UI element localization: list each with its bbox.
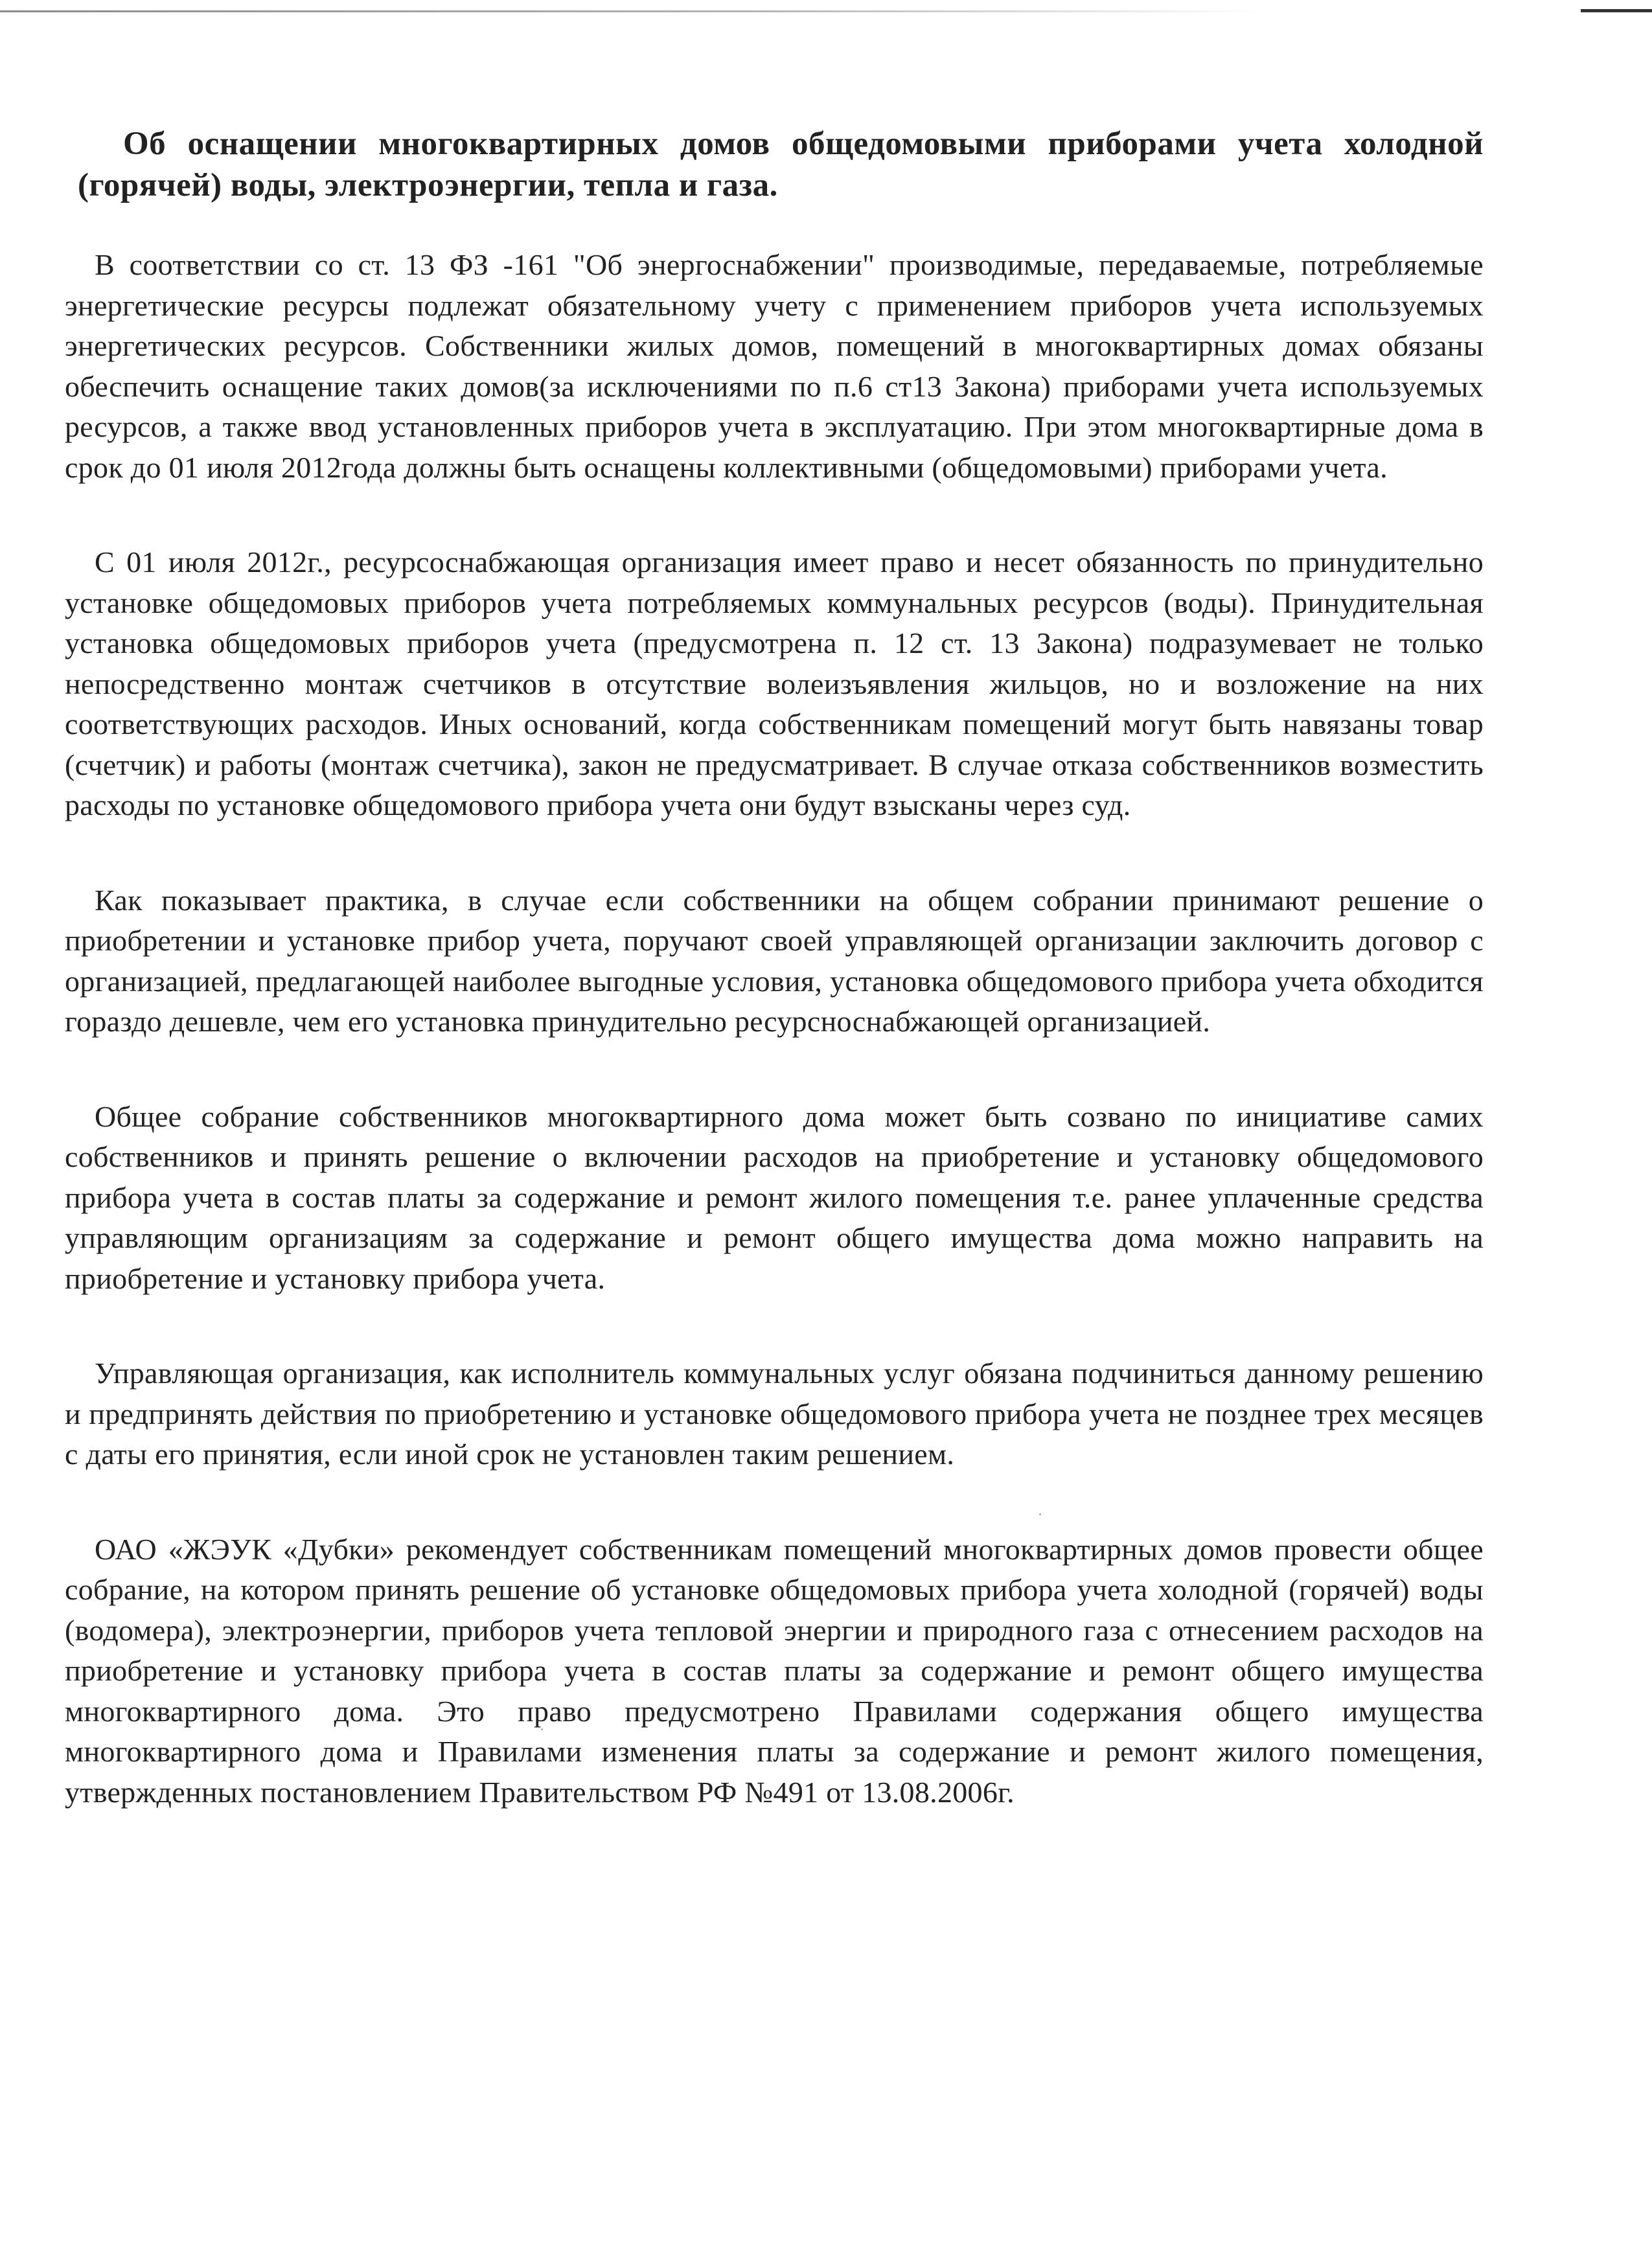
document-title-text: Об оснащении многоквартирных домов общедомовыми приборами учета холодной (горячей) воды, электроэнергии, тепла и газа. (78, 126, 1484, 203)
paragraph-5: Управляющая организация, как исполнитель коммунальных услуг обязана подчиниться данному решению и предпринять действия по приобретению и установке общедомового прибора учета не позднее трех месяцев с даты его принятия, если иной срок не установлен таким решением. (65, 1357, 1484, 1471)
document-page (65, 123, 1484, 1813)
document-title (65, 123, 1484, 206)
scan-edge-mark (1581, 9, 1652, 12)
paragraph-6: ОАО «ЖЭУК «Дубки» рекомендует собственникам помещений многоквартирных домов провести общее собрание, на котором принять решение об установке общедомовых прибора учета холодной (горячей) воды (водомера), электроэнергии, приборов учета тепловой энергии и природного газа с отнесением расходов на приобретение и установку прибора учета в состав платы за содержание и ремонт общего имущества многоквартирного дома. Это право предусмотрено Правилами содержания общего имущества многоквартирного дома и Правилами изменения платы за содержание и ремонт жилого помещения, утвержденных постановлением Правительством РФ №491 от 13.08.2006г. (65, 1532, 1484, 1809)
scan-edge-line (0, 10, 1263, 12)
paragraph-3: Как показывает практика, в случае если собственники на общем собрании принимают решение о приобретении и установке прибор учета, поручают своей управляющей организации заключить договор с организацией, предлагающей наиболее выгодные условия, установка общедомового прибора учета обходится гораздо дешевле, чем его установка принудительно ресурсноснабжающей организацией. (65, 883, 1484, 1038)
paragraph-1: В соответствии со ст. 13 ФЗ -161 "Об энергоснабжении" производимые, передаваемые, потребляемые энергетические ресурсы подлежат обязательному учету с применением приборов учета используемых энергетических ресурсов. Собственники жилых домов, помещений в многоквартирных домах обязаны обеспечить оснащение таких домов(за исключениями по п.6 ст13 Закона) приборами учета используемых ресурсов, а также ввод установленных приборов учета в эксплуатацию. При этом многоквартирные дома в срок до 01 июля 2012года должны быть оснащены коллективными (общедомовыми) приборами учета. (65, 248, 1484, 484)
paragraph-4: Общее собрание собственников многоквартирного дома может быть созвано по инициативе самих собственников и принять решение о включении расходов на приобретение и установку общедомового прибора учета в состав платы за содержание и ремонт жилого помещения т.е. ранее уплаченные средства управляющим организациям за содержание и ремонт общего имущества дома можно направить на приобретение и установку прибора учета. (65, 1099, 1484, 1295)
paragraph-2: С 01 июля 2012г., ресурсоснабжающая организация имеет право и несет обязанность по принудительно установке общедомовых приборов учета потребляемых коммунальных ресурсов (воды). Принудительная установка общедомовых приборов учета (предусмотрена п. 12 ст. 13 Закона) подразумевает не только непосредственно монтаж счетчиков в отсутствие волеизъявления жильцов, но и возложение на них соответствующих расходов. Иных оснований, когда собственникам помещений могут быть навязаны товар (счетчик) и работы (монтаж счетчика), закон не предусматривает. В случае отказа собственников возместить расходы по установке общедомового прибора учета они будут взысканы через суд. (65, 545, 1484, 821)
